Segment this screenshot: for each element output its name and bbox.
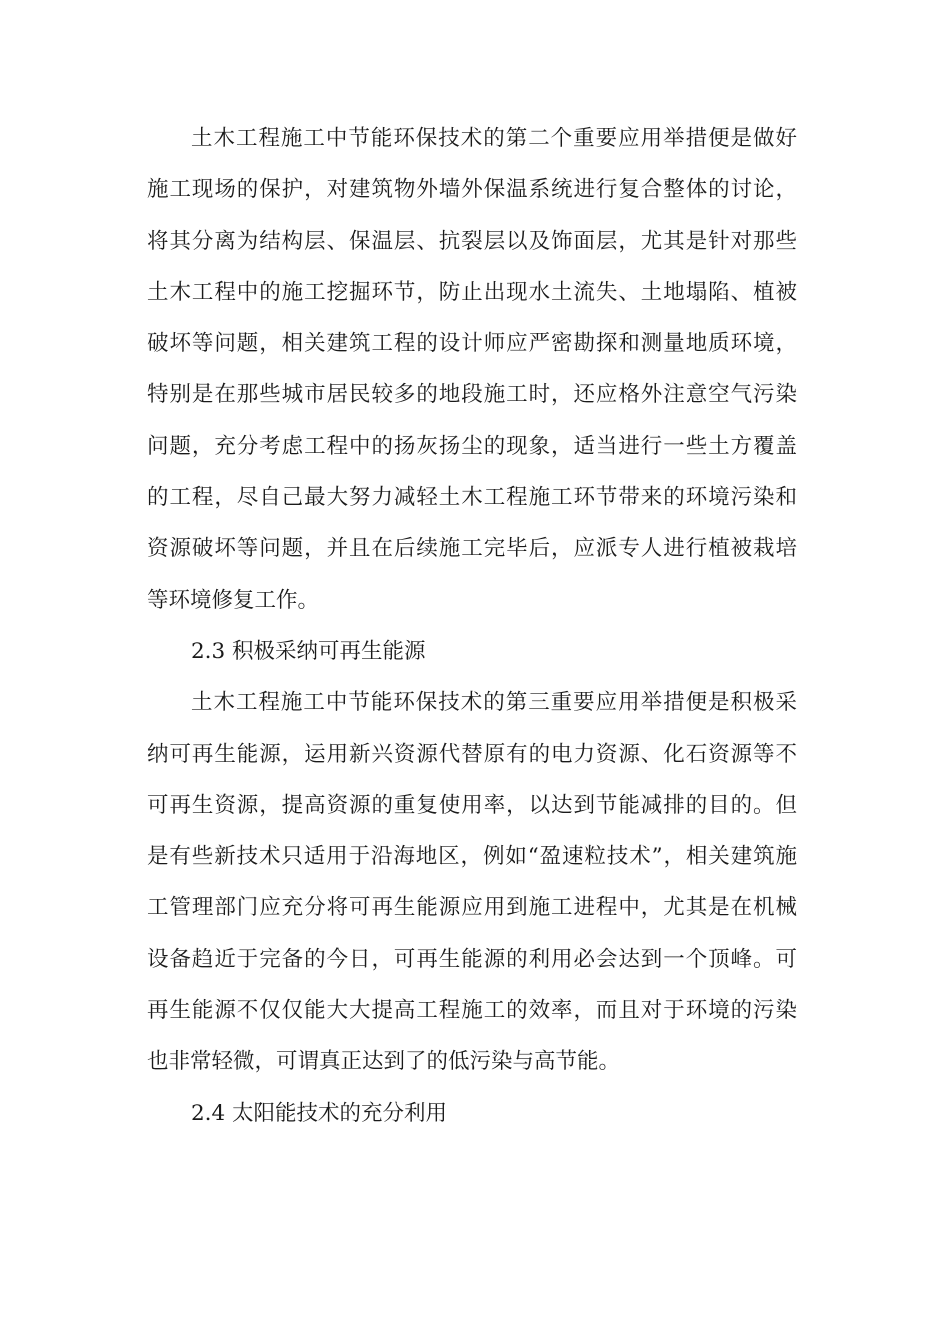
document-body	[147, 113, 797, 1139]
section-heading: 2.4 太阳能技术的充分利用	[191, 1100, 448, 1126]
paragraph-line: 将其分离为结构层、保温层、抗裂层以及饰面层，尤其是针对那些	[147, 228, 797, 254]
paragraph-line: 再生能源不仅仅能大大提高工程施工的效率，而且对于环境的污染	[147, 998, 797, 1024]
paragraph-line: 可再生资源，提高资源的重复使用率，以达到节能减排的目的。但	[147, 792, 797, 818]
paragraph-line: 工管理部门应充分将可再生能源应用到施工进程中，尤其是在机械	[147, 895, 797, 921]
paragraph-line: 的工程，尽自己最大努力减轻土木工程施工环节带来的环境污染和	[147, 485, 797, 511]
section-heading: 2.3 积极采纳可再生能源	[191, 638, 426, 664]
paragraph-line: 纳可再生能源，运用新兴资源代替原有的电力资源、化石资源等不	[147, 741, 797, 767]
paragraph-line: 特别是在那些城市居民较多的地段施工时，还应格外注意空气污染	[147, 382, 797, 408]
paragraph	[147, 677, 797, 1087]
paragraph-line: 土木工程中的施工挖掘环节，防止出现水土流失、土地塌陷、植被	[147, 279, 797, 305]
paragraph-line: 等环境修复工作。	[147, 587, 320, 613]
paragraph-line: 土木工程施工中节能环保技术的第二个重要应用举措便是做好	[191, 126, 797, 151]
paragraph-line: 也非常轻微，可谓真正达到了的低污染与高节能。	[147, 1049, 621, 1075]
paragraph-line: 土木工程施工中节能环保技术的第三重要应用举措便是积极采	[191, 690, 797, 716]
paragraph-line: 施工现场的保护，对建筑物外墙外保温系统进行复合整体的讨论，	[147, 177, 797, 203]
paragraph-line: 设备趋近于完备的今日，可再生能源的利用必会达到一个顶峰。可	[147, 946, 797, 972]
paragraph-line: 破坏等问题，相关建筑工程的设计师应严密勘探和测量地质环境，	[147, 331, 797, 357]
paragraph-line: 是有些新技术只适用于沿海地区，例如“盈速粒技术”，相关建筑施	[147, 844, 797, 870]
paragraph-line: 问题，充分考虑工程中的扬灰扬尘的现象，适当进行一些土方覆盖	[147, 433, 797, 459]
paragraph	[147, 113, 797, 626]
paragraph-line: 资源破坏等问题，并且在后续施工完毕后，应派专人进行植被栽培	[147, 536, 797, 562]
